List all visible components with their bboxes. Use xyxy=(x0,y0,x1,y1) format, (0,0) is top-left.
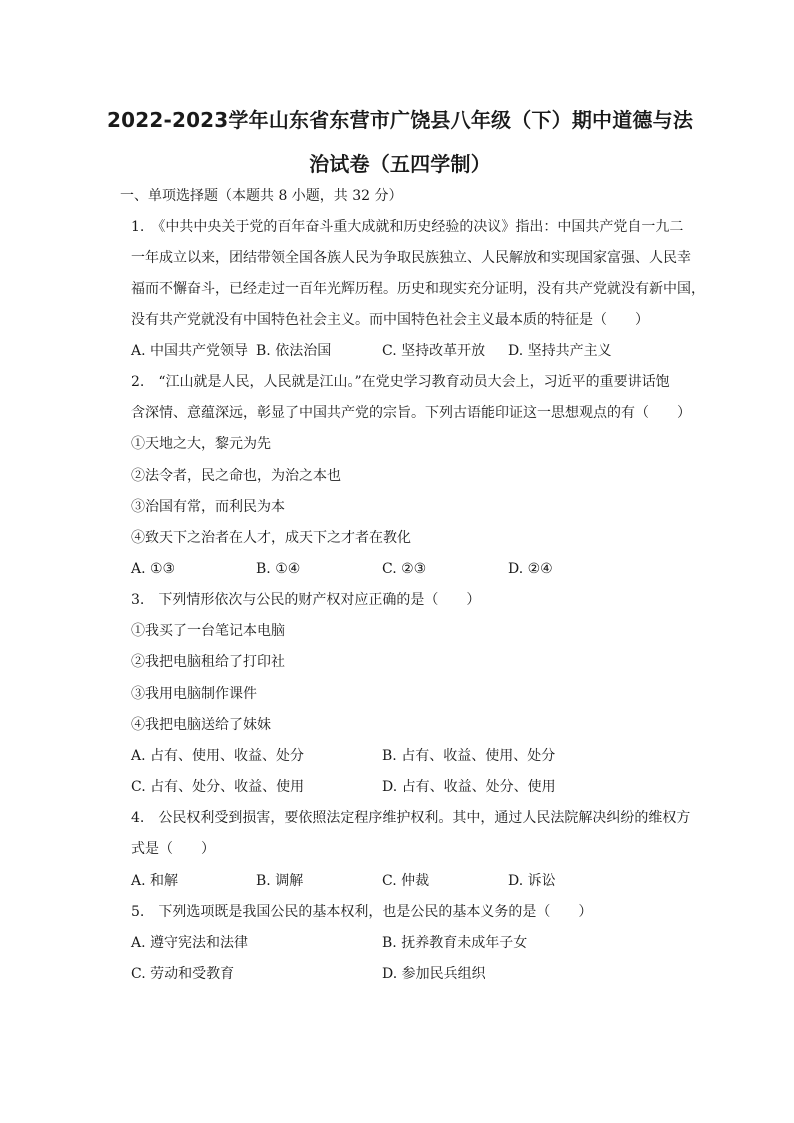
q2-statement: ④致天下之治者在人才，成天下之才者在教化 xyxy=(131,530,411,546)
q1-line: 福而不懈奋斗，已经走过一百年光辉历程。历史和现实充分证明，没有共产党就没有新中国， xyxy=(131,281,705,297)
q2-line: 2. “江山就是人民，人民就是江山。”在党史学习教育动员大会上，习近平的重要讲话饱 xyxy=(131,374,670,390)
q1-line: 1. 《中共中央关于党的百年奋斗重大成就和历史经验的决议》指出：中国共产党自一九二 xyxy=(131,219,684,235)
q2-option-d: D. ②④ xyxy=(508,561,553,577)
q1-option-c: C. 坚持改革开放 xyxy=(382,343,486,359)
q1-line: 没有共产党就没有中国特色社会主义。而中国特色社会主义最本质的特征是（ ） xyxy=(131,312,649,328)
q3-option-b: B. 占有、收益、使用、处分 xyxy=(382,748,556,764)
q3-option-c: C. 占有、处分、收益、使用 xyxy=(131,779,305,795)
q1-option-d: D. 坚持共产主义 xyxy=(508,343,612,359)
q1-option-a: A. 中国共产党领导 xyxy=(131,343,249,359)
q4-option-a: A. 和解 xyxy=(131,873,179,889)
q2-option-a: A. ①③ xyxy=(131,561,176,577)
q4-line: 4. 公民权利受到损害，要依照法定程序维护权利。其中，通过人民法院解决纠纷的维权方 xyxy=(131,810,691,826)
q3-statement: ③我用电脑制作课件 xyxy=(131,686,257,702)
q1-line: 一年成立以来，团结带领全国各族人民为争取民族独立、人民解放和实现国家富强、人民幸 xyxy=(131,250,691,266)
exam-title-line1: 2022-2023学年山东省东营市广饶县八年级（下）期中道德与法 xyxy=(106,108,694,132)
q3-statement: ②我把电脑租给了打印社 xyxy=(131,654,285,670)
q5-option-d: D. 参加民兵组织 xyxy=(382,966,486,982)
q5-option-c: C. 劳动和受教育 xyxy=(131,966,235,982)
q1-option-b: B. 依法治国 xyxy=(256,343,332,359)
q4-option-c: C. 仲裁 xyxy=(382,873,430,889)
q5-line: 5. 下列选项既是我国公民的基本权利，也是公民的基本义务的是（ ） xyxy=(131,904,593,920)
q3-option-a: A. 占有、使用、收益、处分 xyxy=(131,748,305,764)
q2-statement: ③治国有常，而利民为本 xyxy=(131,499,285,515)
q3-line: 3. 下列情形依次与公民的财产权对应正确的是（ ） xyxy=(131,592,481,608)
q5-option-b: B. 抚养教育未成年子女 xyxy=(382,935,528,951)
q3-statement: ①我买了一台笔记本电脑 xyxy=(131,623,285,639)
section-heading: 一、单项选择题（本题共 8 小题，共 32 分） xyxy=(120,188,403,204)
q2-statement: ①天地之大，黎元为先 xyxy=(131,436,271,452)
q2-line: 含深情、意蕴深远，彰显了中国共产党的宗旨。下列古语能印证这一思想观点的有（ ） xyxy=(131,405,691,421)
q2-option-c: C. ②③ xyxy=(382,561,427,577)
q2-statement: ②法令者，民之命也，为治之本也 xyxy=(131,468,341,484)
q4-option-d: D. 诉讼 xyxy=(508,873,556,889)
q3-statement: ④我把电脑送给了妹妹 xyxy=(131,717,271,733)
q3-option-d: D. 占有、收益、处分、使用 xyxy=(382,779,556,795)
q4-line: 式是（ ） xyxy=(131,841,215,857)
q4-option-b: B. 调解 xyxy=(256,873,304,889)
exam-title-line2: 治试卷（五四学制） xyxy=(309,152,491,176)
q2-option-b: B. ①④ xyxy=(256,561,301,577)
q5-option-a: A. 遵守宪法和法律 xyxy=(131,935,249,951)
